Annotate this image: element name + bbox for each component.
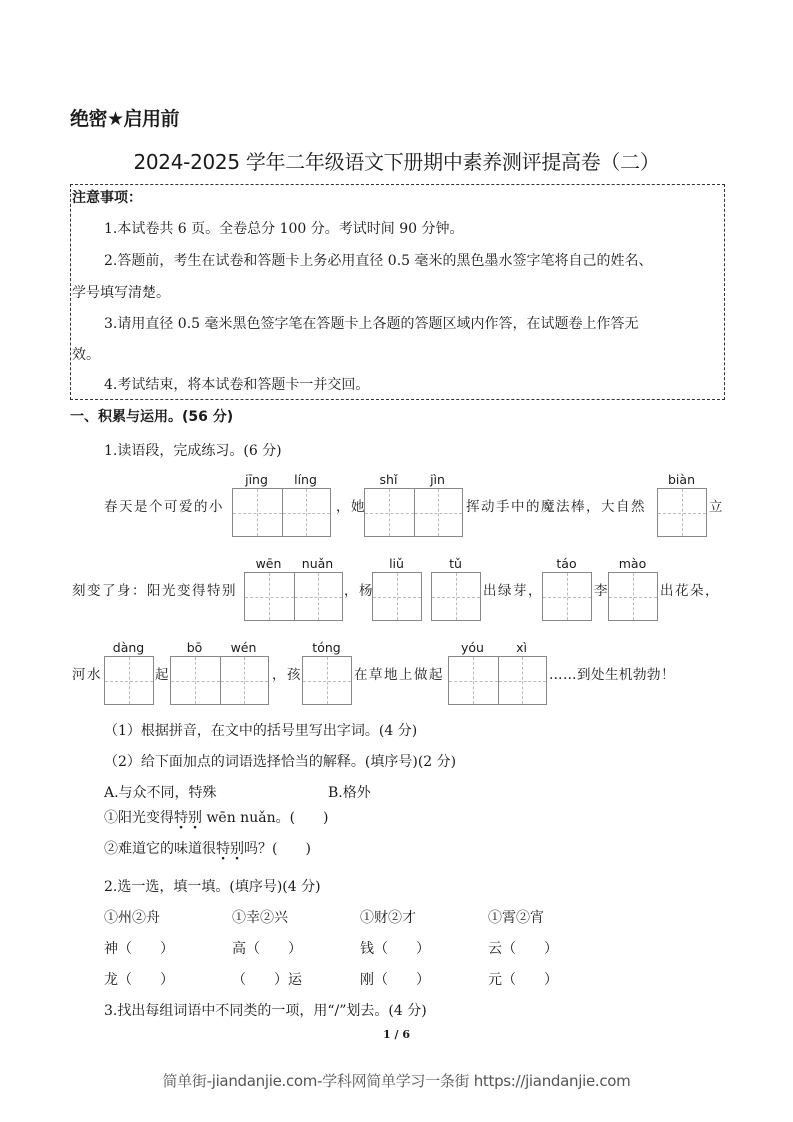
notice-item-4: 4.考试结束，将本试卷和答题卡一并交回。 xyxy=(104,377,370,393)
answer-grid-bowen[interactable] xyxy=(170,656,269,705)
emphasized-char: 特 xyxy=(174,810,188,826)
option-a: A.与众不同，特殊 xyxy=(104,785,217,801)
passage-text: 出绿芽， xyxy=(483,583,543,599)
pinyin: mào xyxy=(618,556,647,571)
pinyin: tǔ xyxy=(449,556,462,571)
watermark-footer: 简单街-jiandanjie.com-学科网简单学习一条街 https://jiandanjie.com xyxy=(162,1072,631,1090)
notice-item-3-cont: 效。 xyxy=(72,347,100,363)
q1-sentence-1 xyxy=(104,807,329,827)
answer-grid-liu[interactable] xyxy=(372,572,422,621)
pinyin: wén xyxy=(230,640,257,655)
pinyin: yóu xyxy=(461,640,484,655)
q2-group-2-options: ①幸②兴 xyxy=(232,910,288,926)
answer-grid-tong[interactable] xyxy=(302,656,352,705)
answer-grid-wennuan[interactable] xyxy=(244,572,343,621)
passage-text: ，孩 xyxy=(272,667,302,683)
pinyin: dàng xyxy=(112,640,145,655)
pinyin: bō xyxy=(186,640,203,655)
passage-text: 在草地上做起 xyxy=(354,667,444,683)
page-number: 1 / 6 xyxy=(383,1028,410,1041)
answer-grid-jingling[interactable] xyxy=(232,488,331,537)
notice-heading: 注意事项： xyxy=(72,190,142,206)
pinyin: líng xyxy=(294,472,317,487)
passage-text: 立 xyxy=(709,499,724,515)
q2-group-2-line-1: 高（ ） xyxy=(232,941,302,957)
notice-item-2-cont: 学号填写清楚。 xyxy=(72,285,170,301)
answer-grid-mao[interactable] xyxy=(608,572,658,621)
pinyin: liǔ xyxy=(389,556,404,571)
pinyin: jīng xyxy=(245,472,268,487)
emphasized-char: 别 xyxy=(230,841,244,857)
answer-grid-youxi[interactable] xyxy=(448,656,547,705)
q1-sub1: （1）根据拼音，在文中的括号里写出字词。(4 分) xyxy=(104,723,418,739)
q3-prompt: 3.找出每组词语中不同类的一项，用“/”划去。(4 分) xyxy=(104,1003,427,1019)
passage-text: 起 xyxy=(155,667,170,683)
passage-text: ，杨 xyxy=(344,583,374,599)
passage-text: 刻变了身：阳光变得特别 xyxy=(72,583,237,599)
emphasized-char: 别 xyxy=(188,810,202,826)
sentence-text: 吗？( ) xyxy=(244,841,311,857)
sentence-text: ①阳光变得 xyxy=(104,810,174,826)
notice-item-3: 3.请用直径 0.5 毫米黑色签字笔在答题卡上各题的答题区域内作答，在试题卷上作答无 xyxy=(104,316,639,332)
q2-group-4-options: ①霄②宵 xyxy=(488,910,544,926)
emphasized-char: 特 xyxy=(216,841,230,857)
q2-group-1-options: ①州②舟 xyxy=(104,910,160,926)
q1-sub2: （2）给下面加点的词语选择恰当的解释。(填序号)(2 分) xyxy=(104,754,457,770)
q2-group-2-line-2: （ ）运 xyxy=(232,972,302,988)
pinyin: táo xyxy=(556,556,577,571)
q1-prompt: 1.读语段，完成练习。(6 分) xyxy=(104,443,282,459)
notice-item-2: 2.答题前，考生在试卷和答题卡上务必用直径 0.5 毫米的黑色墨水签字笔将自己的姓名、 xyxy=(104,253,653,269)
page-title: 2024-2025 学年二年级语文下册期中素养测评提高卷（二） xyxy=(133,150,660,174)
q2-group-4-line-1: 云（ ） xyxy=(488,941,558,957)
option-b: B.格外 xyxy=(328,785,371,801)
passage-text: 春天是个可爱的小 xyxy=(104,499,224,515)
q2-prompt: 2.选一选，填一填。(填序号)(4 分) xyxy=(104,879,321,895)
pinyin: tóng xyxy=(312,640,341,655)
q2-group-1-line-2: 龙（ ） xyxy=(104,972,174,988)
answer-grid-tao[interactable] xyxy=(542,572,592,621)
q2-group-4-line-2: 元（ ） xyxy=(488,972,558,988)
pinyin: nuǎn xyxy=(301,556,334,571)
passage-text: ……到处生机勃勃！ xyxy=(549,667,675,683)
q2-group-3-options: ①财②才 xyxy=(360,910,416,926)
section-1-heading: 一、积累与运用。(56 分) xyxy=(70,409,234,425)
sentence-text: wēn nuǎn。( ) xyxy=(202,810,329,826)
pinyin: shǐ xyxy=(379,472,398,487)
q2-group-3-line-2: 刚（ ） xyxy=(360,972,430,988)
answer-grid-tu[interactable] xyxy=(431,572,481,621)
pinyin: xì xyxy=(516,640,527,655)
passage-text: 河水 xyxy=(72,667,102,683)
answer-grid-shijin[interactable] xyxy=(364,488,463,537)
confidential-label: 绝密★启用前 xyxy=(70,108,180,130)
q2-group-3-line-1: 钱（ ） xyxy=(360,941,430,957)
notice-item-1: 1.本试卷共 6 页。全卷总分 100 分。考试时间 90 分钟。 xyxy=(104,221,464,237)
passage-text: 出花朵， xyxy=(660,583,720,599)
answer-grid-dang[interactable] xyxy=(104,656,154,705)
answer-grid-bian[interactable] xyxy=(657,488,707,537)
passage-text: ，她 xyxy=(336,499,366,515)
pinyin: jìn xyxy=(430,472,445,487)
passage-text: 挥动手中的魔法棒，大自然 xyxy=(466,499,646,515)
passage-text: 李 xyxy=(594,583,609,599)
q1-sentence-2 xyxy=(104,838,311,858)
q2-group-1-line-1: 神（ ） xyxy=(104,941,174,957)
pinyin: wēn xyxy=(255,556,282,571)
sentence-text: ②难道它的味道很 xyxy=(104,841,216,857)
pinyin: biàn xyxy=(668,472,695,487)
